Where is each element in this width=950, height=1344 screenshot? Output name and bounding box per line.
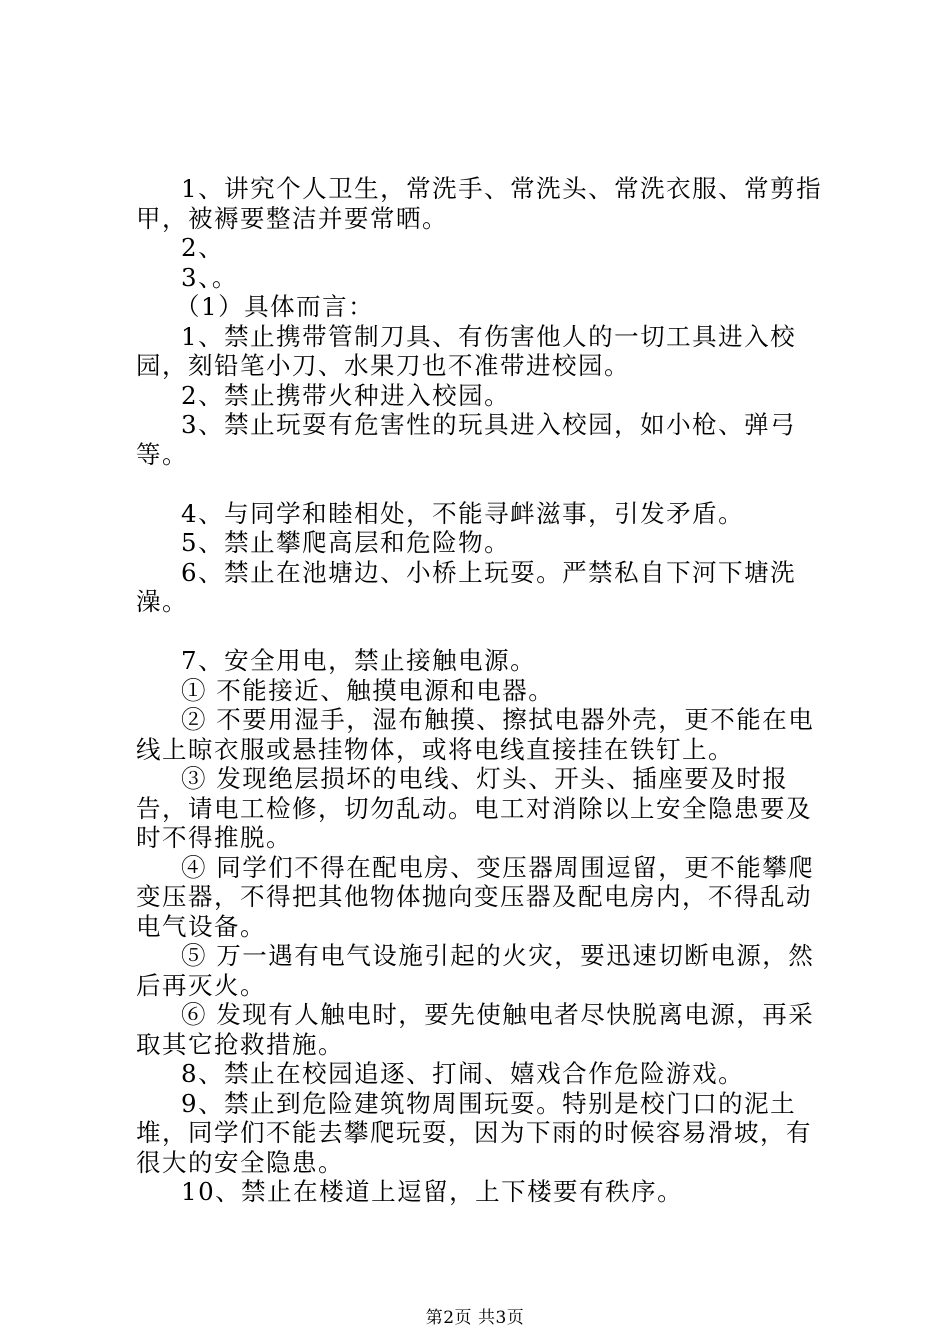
paragraph-item-2: 2、 bbox=[181, 233, 225, 262]
document-body bbox=[136, 174, 836, 1207]
paragraph-hygiene: 1、讲究个人卫生，常洗手、常洗头、常洗衣服、常剪指甲，被褥要整洁并要常晒。 bbox=[136, 174, 823, 233]
paragraph-rule-7: 7、安全用电，禁止接触电源。 bbox=[181, 646, 537, 675]
paragraph-electric-1: ① 不能接近、触摸电源和电器。 bbox=[181, 675, 555, 705]
paragraph-electric-3: ③ 发现绝层损坏的电线、灯头、开头、插座要及时报告，请电工检修，切勿乱动。电工对消除以上安全隐患要及时不得推脱。 bbox=[136, 764, 812, 852]
blank-line bbox=[136, 617, 836, 647]
paragraph-rule-3: 3、禁止玩耍有危害性的玩具进入校园，如小枪、弹弓等。 bbox=[136, 410, 797, 469]
paragraph-rule-10: 10、禁止在楼道上逗留，上下楼要有秩序。 bbox=[181, 1177, 684, 1206]
paragraph-rule-5: 5、禁止攀爬高层和危险物。 bbox=[181, 528, 511, 557]
paragraph-item-3: 3、。 bbox=[181, 262, 238, 292]
paragraph-electric-2: ② 不要用湿手，湿布触摸、擦拭电器外壳，更不能在电线上晾衣服或悬挂物体，或将电线直接挂在铁钉上。 bbox=[136, 705, 815, 764]
paragraph-rule-8: 8、禁止在校园追逐、打闹、嬉戏合作危险游戏。 bbox=[181, 1059, 745, 1088]
paragraph-rule-4: 4、与同学和睦相处，不能寻衅滋事，引发矛盾。 bbox=[181, 498, 745, 528]
paragraph-electric-6: ⑥ 发现有人触电时，要先使触电者尽快脱离电源，再采取其它抢救措施。 bbox=[136, 1000, 815, 1059]
blank-line bbox=[136, 469, 836, 499]
paragraph-rule-9: 9、禁止到危险建筑物周围玩耍。特别是校门口的泥土堆，同学们不能去攀爬玩耍，因为下雨的时候容易滑坡，有很大的安全隐患。 bbox=[136, 1088, 812, 1177]
paragraph-rule-2: 2、禁止携带火种进入校园。 bbox=[181, 380, 511, 410]
paragraph-rule-1: 1、禁止携带管制刀具、有伤害他人的一切工具进入校园，刻铅笔小刀、水果刀也不准带进校园。 bbox=[136, 321, 797, 380]
page-number-footer: 第2页 共3页 bbox=[425, 1308, 525, 1328]
paragraph-electric-4: ④ 同学们不得在配电房、变压器周围逗留，更不能攀爬变压器，不得把其他物体抛向变压器及配电房内，不得乱动电气设备。 bbox=[136, 852, 815, 941]
paragraph-rule-6: 6、禁止在池塘边、小桥上玩耍。严禁私自下河下塘洗澡。 bbox=[136, 557, 797, 616]
paragraph-electric-5: ⑤ 万一遇有电气设施引起的火灾，要迅速切断电源，然后再灭火。 bbox=[136, 941, 815, 1000]
paragraph-specifics-heading: （1）具体而言： bbox=[175, 292, 375, 321]
